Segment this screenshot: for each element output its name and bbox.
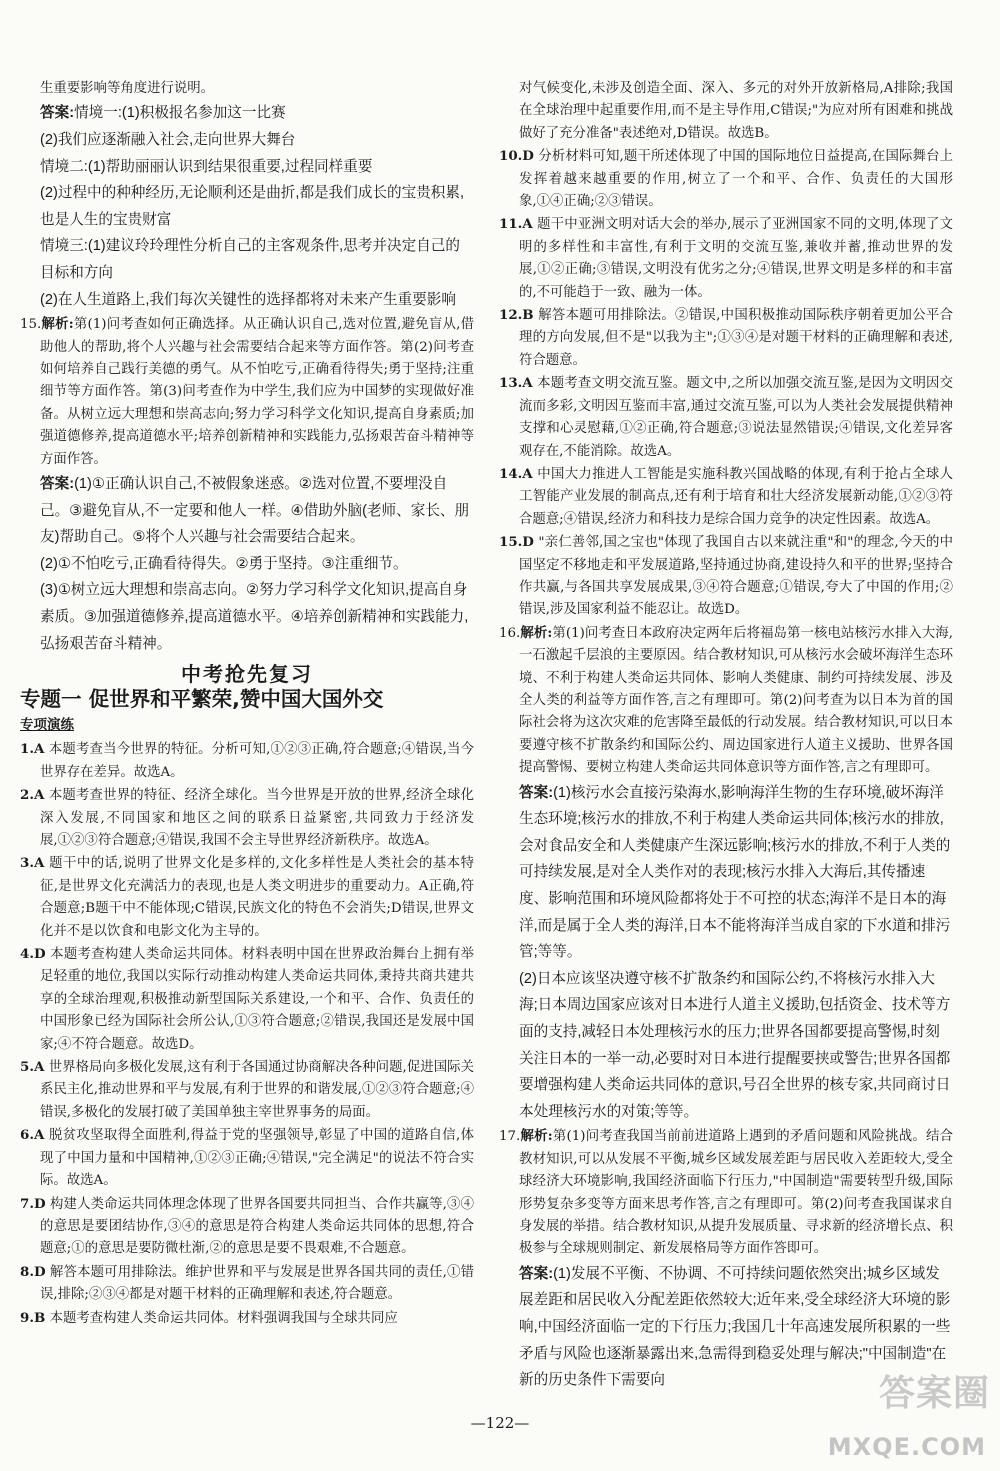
question-number: 16. — [499, 625, 521, 641]
item — [499, 531, 953, 622]
answer-label: 答案: — [519, 1265, 554, 1282]
item-text: 本题考查构建人类命运共同体。材料强调我国与全球共同应 — [49, 1310, 398, 1326]
answer-line: (2)过程中的种种经历,无论顺利还是曲折,都是我们成长的宝贵积累,也是人生的宝贵财富 — [40, 185, 465, 228]
watermark-url: MXQE.COM — [827, 1433, 986, 1461]
item-number: 7.D — [20, 1195, 46, 1212]
item-text: 脱贫攻坚取得全面胜利,得益于党的坚强领导,彰显了中国的道路自信,体现了中国力量和中国精神,①②③正确;④错误,"完全满足"的说法不符合实际。故选A。 — [40, 1128, 474, 1189]
item-number: 10.D — [499, 148, 534, 165]
item-text: 分析材料可知,题干所述体现了中国的国际地位日益提高,在国际舞台上发挥着越来越重要的作用,树立了一个和平、合作、负责任的大国形象,①④正确;②③错误。 — [519, 149, 953, 210]
item-number: 4.D — [20, 946, 46, 963]
answer-line: (2)在人生道路上,我们每次关键性的选择都将对未来产生重要影响 — [40, 291, 456, 308]
item-continued — [499, 78, 953, 145]
item — [499, 304, 953, 372]
question-number: 15. — [20, 317, 42, 333]
question-number: 17. — [499, 1129, 521, 1145]
section-title: 中考抢先复习 — [181, 662, 313, 687]
item-number: 12.B — [499, 307, 534, 324]
analysis-label: 解析: — [41, 316, 74, 333]
item-text: "亲仁善邻,国之宝也"体现了我国自古以来就注重"和"的理念,今天的中国坚定不移地走和平发展道路,坚持通过协商,建设持久和平的世界;坚持合作共赢,与各国共享发展成果,③④符合题意;①错误,夸大了中国的作用;②错误,涉及国家利益不能忍让。故选D。 — [519, 535, 953, 618]
q14-tail: 生重要影响等角度进行说明。 — [40, 81, 215, 96]
item — [20, 1056, 474, 1124]
item — [20, 784, 474, 852]
item-text: 解答本题可用排除法。②错误,中国积极推动国际秩序朝着更加公平合理的方向发展,但不是"以我为主";①③④是对题干材料的正确理解和表述,符合题意。 — [519, 308, 953, 368]
answer-line: (2)我们应逐渐融入社会,走向世界大舞台 — [40, 132, 296, 148]
item-number: 8.D — [20, 1263, 46, 1280]
item-number: 14.A — [499, 465, 533, 482]
item-text: 题干中亚洲文明对话大会的举办,展示了亚洲国家不同的文明,体现了文明的多样性和丰富性,有利于文明的交流互鉴,兼收并蓄,推动世界的发展,①②正确;③错误,文明没有优劣之分;④错误,世界文明是多样的和丰富的,不可能趋于一致、融为一体。 — [519, 217, 954, 300]
item-text: 构建人类命运共同体理念体现了世界各国要共同担当、合作共赢等,③④的意思是要团结协作,③④的意思是符合构建人类命运共同体的思想,符合题意;①的意思是要防微杜渐,②的意思是要不畏艰难,不合题意。 — [40, 1196, 474, 1257]
item-number: 6.A — [20, 1127, 45, 1144]
q16-answer — [499, 780, 953, 1126]
topic-title: 专题一 促世界和平繁荣,赞中国大国外交 — [20, 686, 384, 711]
item — [20, 943, 474, 1056]
item-text: 世界格局向多极化发展,这有利于各国通过协商解决各种问题,促进国际关系民主化,推动世界和平与发展,有利于世界的和谐发展,①②③符合题意;④错误,多极化的发展打破了美国单独主宰世界事务的局面。 — [40, 1060, 474, 1120]
item-text: 本题考查构建人类命运共同体。材料表明中国在世界政治舞台上拥有举足轻重的地位,我国以实际行动推动构建人类命运共同体,秉持共商共建共享的全球治理观,积极推动新型国际关系建设,一个和平、合作、负责任的中国形象已经为国际社会所公认,①③符合题意;②错误,我国还是发展中国家;④不符合题意。故选D。 — [40, 947, 475, 1052]
analysis-label: 解析: — [520, 1128, 553, 1145]
answer-label: 答案: — [40, 105, 75, 122]
item-number: 2.A — [20, 787, 45, 804]
item-number: 1.A — [20, 741, 45, 758]
item-text: 题干中的话,说明了世界文化是多样的,文化多样性是人类社会的基本特征,是世界文化充满活力的表现,也是人类文明进步的重要动力。A正确,符合题意;B题干中不能体现;C错误,民族文化的特色不会消失;D错误,世界文化并不是以饮食和电影文化为主导的。 — [40, 856, 474, 939]
answer-label: 答案: — [519, 784, 554, 801]
watermark — [800, 1365, 990, 1465]
answer-line: 情境三:(1)建议玲玲理性分析自己的主客观条件,思考并决定自己的目标和方向 — [40, 238, 460, 281]
item — [20, 738, 474, 784]
right-column — [499, 78, 953, 1394]
answer-line: (1)①正确认识自己,不被假象迷惑。②选对位置,不要埋没自己。③避免盲从,不一定要和他人一样。④借助外脑(老师、家长、朋友)帮助自己。⑤将个人兴趣与社会需要结合起来。 — [40, 476, 470, 546]
item-text: 中国大力推进人工智能是实施科教兴国战略的体现,有利于抢占全球人工智能产业发展的制高点,还有利于培育和壮大经济发展新动能,①②③符合题意;④错误,经济力和科技力是综合国力竞争的决定性因素。故选A。 — [519, 466, 953, 527]
q17-analysis — [499, 1125, 953, 1260]
watermark-logo-text: 答案圈 — [878, 1373, 990, 1414]
item — [20, 1307, 474, 1330]
analysis-text: 第(1)问考查日本政府决定两年后将福岛第一核电站核污水排入大海,一石激起千层浪的主要原因。结合教材知识,可从核污水会破坏海洋生态环境、不利于构建人类命运共同体、影响人类健康、制约可持续发展、涉及全人类的利益等方面作答,言之有理即可。第(2)问考查为以日本为首的国际社会将为这次灾难的危害降至最低的行动发展。结合教材知识,可以日本要遵守核不扩散条约和国际公约、周边国家进行人道主义援助、世界各国提高警惕、要树立构建人类命运共同体意识等方面作答,言之有理即可。 — [519, 625, 953, 776]
analysis-text: 第(1)问考查如何正确选择。从正确认识自己,选对位置,避免盲从,借助他人的帮助,将个人兴趣与社会需要结合起来等方面作答。第(2)问考查如何培养自己践行美德的勇气。从不怕吃亏,正确看待得失;勇于坚持;注重细节等方面作答。第(3)问考查作为中学生,我们应为中国梦的实现做好准备。从树立远大理想和崇高志向;努力学习科学文化知识,提高自身素质;加强道德修养,提高道德水平;培养创新精神和实践能力,弘扬艰苦奋斗精神等方面作答。 — [40, 317, 474, 467]
item-number: 15.D — [499, 534, 534, 551]
q15-analysis — [20, 313, 474, 471]
item-number: 3.A — [20, 855, 45, 872]
item-text: 本题考查世界的特征、经济全球化。当今世界是开放的世界,经济全球化深入发展,不同国家和地区之间的联系日益紧密,共同致力于经济发展,①②③符合题意;④错误,我国不会主导世界经济新秩序。故选A。 — [40, 788, 474, 848]
item — [20, 1124, 474, 1192]
answer-line: (1)发展不平衡、不协调、不可持续问题依然突出;城乡区域发展差距和居民收入分配差距依然较大;近年来,受全球经济大环境的影响,中国经济面临一定的下行压力;我国几十年高速发展所积累的一些矛盾与风险也逐渐暴露出来,急需得到稳妥处理与解决;"中国制造"在新的历史条件下需要向 — [519, 1265, 951, 1389]
answer-line: 情境一:(1)积极报名参加这一比赛 — [74, 105, 286, 122]
item-number: 13.A — [499, 375, 533, 392]
item — [499, 145, 953, 213]
item — [499, 463, 953, 531]
q16-analysis — [499, 622, 953, 780]
item-number: 5.A — [20, 1059, 45, 1076]
analysis-text: 第(1)问考查我国当前前进道路上遇到的矛盾问题和风险挑战。结合教材知识,可以从发展不平衡,城乡区域发展差距与居民收入差距较大,受全球经济大环境影响,我国经济面临下行压力,"中国制造"需要转型升级,国际形势复杂多变等方面来思考作答,言之有理即可。第(2)问考查我国谋求自身发展的举措。结合教材知识,从提升发展质量、寻求新的经济增长点、积极参与全球规则制定、新发展格局等方面作答即可。 — [519, 1129, 953, 1257]
q14-answer — [20, 100, 474, 313]
analysis-label: 解析: — [520, 624, 553, 641]
item-text: 对气候变化,未涉及创造全面、深入、多元的对外开放新格局,A排除;我国在全球治理中起重要作用,而不是主导作用,C错误;"为应对所有困难和挑战做好了充分准备"表述绝对,D错误。故选B。 — [519, 81, 953, 141]
item — [499, 372, 953, 463]
item — [20, 852, 474, 943]
answer-label: 答案: — [40, 476, 75, 492]
item-number: 11.A — [499, 216, 533, 233]
item-number: 9.B — [20, 1309, 46, 1326]
item — [20, 1193, 474, 1261]
item — [20, 1261, 474, 1307]
answer-line: (2)①不怕吃亏,正确看待得失。②勇于坚持。③注重细节。 — [40, 555, 408, 572]
answer-line: 情境二:(1)帮助丽丽认识到结果很重要,过程同样重要 — [40, 158, 373, 175]
page-number: —122— — [470, 1414, 530, 1432]
item-text: 解答本题可用排除法。维护世界和平与发展是世界各国共同的责任,①错误,排除;②③④都是对题干材料的正确理解和表述,符合题意。 — [40, 1264, 474, 1303]
answer-line: (2)日本应该坚决遵守核不扩散条约和国际公约,不将核污水排入大海;日本周边国家应该对日本进行人道主义援助,包括资金、技术等方面的支持,减轻日本处理核污水的压力;世界各国都要提高警惕,时刻关注日本的一举一动,必要时对日本进行提醒要挟或警告;世界各国都要增强构建人类命运共同体的意识,号召全世界的核专家,共同商讨日本处理核污水的对策;等等。 — [519, 970, 951, 1120]
sub-title: 专项演练 — [20, 716, 74, 733]
answer-line: (3)①树立远大理想和崇高志向。②努力学习科学文化知识,提高自身素质。③加强道德修养,提高道德水平。④培养创新精神和实践能力,弘扬艰苦奋斗精神。 — [40, 582, 469, 652]
item — [499, 213, 953, 304]
answer-line: (1)核污水会直接污染海水,影响海洋生物的生存环境,破坏海洋生态环境;核污水的排放,不利于构建人类命运共同体;核污水的排放,会对食品安全和人类健康产生深远影响;核污水的排放,不利于人类的可持续发展,是对全人类作对的表现;核污水排入大海后,其传播速度、影响范围和环境风险都将处于不可控的状态;海洋不是日本的海洋,而是属于全人类的海洋,日本不能将海洋当成自家的下水道和排污管;等等。 — [519, 784, 951, 961]
q15-answer — [20, 471, 474, 657]
item-text: 本题考查当今世界的特征。分析可知,①②③正确,符合题意;④错误,当今世界存在差异。故选A。 — [40, 742, 474, 780]
left-column — [20, 78, 474, 1330]
item-text: 本题考查文明交流互鉴。题文中,之所以加强交流互鉴,是因为文明因交流而多彩,文明因互鉴而丰富,通过交流互鉴,可以为人类社会发展提供精神支撑和心灵慰藉,①②正确,符合题意;③说法显然错误;④错误,文化差异客观存在,不能消除。故选A。 — [519, 376, 954, 459]
